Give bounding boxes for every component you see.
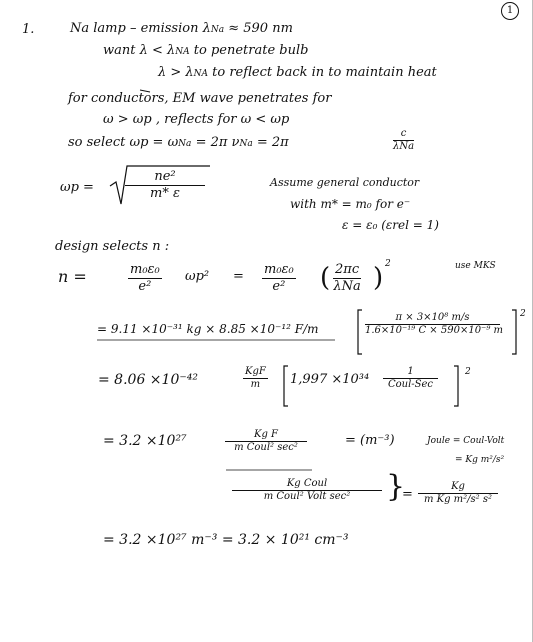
- problem-number: 1.: [22, 22, 35, 37]
- fraction-c-over-lambda: c λNa: [393, 128, 415, 152]
- line-na-lamp: Na lamp – emission λNa ≈ 590 nm: [70, 21, 293, 36]
- exponent-2: 2: [385, 259, 391, 269]
- assume-line-2: with m* = m₀ for e⁻: [290, 197, 411, 211]
- unit-kg-fraction: $\frac{Kg}{\text{m Kg m²/s² s²}}$: [418, 481, 498, 506]
- line-select-wp: so select ωp = ωNa = 2π νNa = 2π: [68, 135, 289, 150]
- unit-m-minus-3: = (m⁻³): [345, 433, 395, 448]
- line-conductors: for conductors, EM wave penetrates for: [68, 91, 332, 106]
- assume-line-3: ε = ε₀ (εrel = 1): [342, 218, 439, 232]
- brace-right: }: [386, 469, 406, 504]
- sqrt-sign: [110, 166, 210, 204]
- bracket-right-b: [454, 366, 458, 406]
- unit-kgf-over-m: KgF m: [245, 366, 266, 390]
- page-number-badge: 1: [501, 2, 519, 20]
- n-equals: n =: [58, 267, 87, 286]
- equals-sign: =: [233, 269, 244, 284]
- wp-squared: ωp²: [185, 269, 210, 284]
- final-result: = 3.2 ×10²⁷ m⁻³ = 3.2 × 10²¹ cm⁻³: [103, 532, 349, 548]
- design-selects: design selects n :: [55, 239, 170, 254]
- substitution-constants: = 9.11 ×10⁻³¹ kg × 8.85 ×10⁻¹² F/m: [97, 322, 319, 336]
- bracket-left-b: [284, 366, 288, 406]
- value-8-06: = 8.06 ×10⁻⁴²: [98, 372, 198, 388]
- unit-kgF-over-mcoul2sec2: Kg F m Coul² sec²: [225, 429, 307, 454]
- joule-kg-m2-s2: = Kg m²/s²: [455, 455, 505, 465]
- equals-sign-b: =: [402, 487, 413, 502]
- use-mks-note: use MKS: [455, 261, 496, 271]
- line-omega-condition: ω > ωp , reflects for ω < ωp: [103, 112, 290, 127]
- wp-label: ωp =: [60, 180, 94, 195]
- substitution-fraction: $\frac{\text{π × 3×10⁸ m/s}}{\text{1.6×10⁻¹⁹ C × 590×10⁻⁹ m}}$: [365, 312, 504, 336]
- line-reflect: λ > λNA to reflect back in to maintain heat: [158, 65, 437, 80]
- value-1997: 1,997 ×10³⁴: [290, 372, 370, 387]
- assume-line-1: Assume general conductor: [270, 176, 420, 189]
- fraction-m0e0-over-e2: $\frac{\text{m₀ε₀}}{\text{e²}}$: [130, 262, 160, 294]
- strike-mark: [140, 90, 150, 92]
- bracket-right-a: [512, 310, 516, 354]
- exponent-2-c: 2: [465, 367, 471, 377]
- line-want: want λ < λNA to penetrate bulb: [103, 43, 309, 58]
- fraction-one-over-coulsec: 1 Coul-Sec: [383, 366, 438, 391]
- result-3-2e27: = 3.2 ×10²⁷: [103, 433, 187, 449]
- fraction-2pic-over-lambda: 2πc λNa: [333, 262, 361, 294]
- paren-left: (: [320, 263, 331, 293]
- bracket-left-a: [358, 310, 362, 354]
- fraction-m0e0-over-e2-b: $\frac{\text{m₀ε₀}}{\text{e²}}$: [264, 262, 294, 294]
- exponent-2-b: 2: [520, 309, 526, 319]
- joule-definition: Joule = Coul-Volt: [427, 436, 505, 446]
- paren-right: ): [373, 263, 384, 293]
- unit-kgcoul-fraction: Kg Coul m Coul² Volt sec²: [232, 478, 382, 503]
- sqrt-fraction: $\frac{\text{ne²}}{m* \varepsilon}$: [125, 169, 205, 202]
